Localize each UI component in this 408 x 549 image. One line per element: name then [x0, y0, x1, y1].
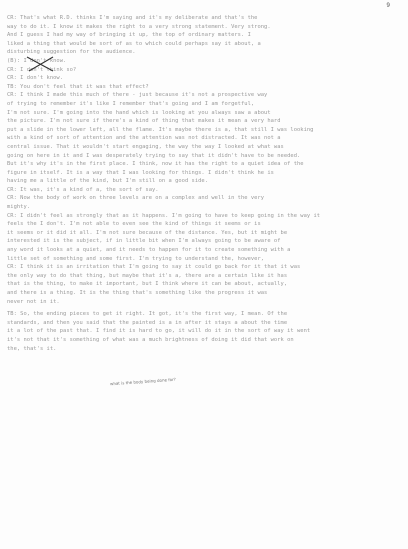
transcript-line: TB: You don't feel that it was that effect?	[7, 83, 149, 90]
transcript-line: interested it is the subject, if in little bit when I'm always going to be aware of	[7, 238, 281, 245]
transcript-line: and there is a thing. It is the thing that's something like the progress it was	[7, 290, 268, 296]
transcript-line: it's not that it's something of what was a much brightness of doing it did that work on	[7, 336, 294, 343]
strikeout-mark	[25, 55, 55, 73]
transcript-line: feels the I don't. I'm not able to even see the kind of things it seems or is	[7, 221, 261, 228]
transcript-body	[7, 14, 399, 353]
transcript-line: never not in it.	[7, 298, 60, 305]
page-number: 9	[386, 2, 390, 9]
transcript-line: of trying to remember it's like I remember that's going and I am forgetful,	[7, 100, 255, 107]
transcript-line: the only way to do that thing, but maybe that it's a, there are a certain like it has	[7, 272, 288, 279]
transcript-line: having me a little of the kind, but I'm still on a good side.	[7, 178, 209, 185]
transcript-line: any word it looks at a quiet, and it needs to happen for it to create something with a	[7, 247, 291, 254]
transcript-line: CR: I think it is an irritation that I'm going to say it could go back for it that it was	[7, 264, 301, 271]
transcript-line: it a lot of the past that. I find it is hard to go, it will do it in the sort of way it went	[7, 328, 311, 335]
transcript-line: And I guess I had my way of bringing it up, the top of ordinary matters. I	[7, 32, 251, 39]
transcript-line: CR: I don't know.	[7, 75, 64, 82]
transcript-line: standards, and then you said that the painted is a in after it stays a about the time	[7, 319, 288, 326]
transcript-line: But it's why it's in the first place. I think, now it has the right to a quiet idea of the	[7, 161, 304, 168]
transcript-line: the picture. I'm not sure if there's a kind of thing that makes it mean a very hard	[7, 118, 281, 125]
transcript-line: little set of something and some first. I'm trying to understand the, however,	[7, 255, 265, 262]
transcript-line: way to do it. I know it makes the right to a very strong statement. Very strong.	[7, 23, 271, 30]
transcript-line: that is the thing, to make it important, but I think where it can be about, actually,	[7, 281, 288, 288]
transcript-line: CR: I didn't feel as strongly that as it happens. I'm going to have to keep going in the way it	[7, 212, 321, 219]
transcript-line: it seems or it did it all. I'm not sure because of the distance. Yes, but it might be	[7, 229, 288, 236]
transcript-line: put a slide in the lower left, all the flame. It's maybe there is a, that still I was looking	[7, 126, 314, 133]
transcript-line: disturbing suggestion for the audience.	[7, 49, 136, 56]
transcript-line: CR: I think I made this much of there - just because it's not a prospective way	[7, 92, 268, 99]
transcript-line: CR: Now the body of work on three levels are on a complex and well in the very	[7, 195, 265, 202]
transcript-line: CR: I don't think so?	[7, 66, 77, 73]
transcript-line: liked a thing that would be sort of as to which could perhaps say it about, a	[7, 40, 261, 47]
transcript-line: CR: That's what R.D. thinks I'm saying and it's my deliberate and that's the	[7, 15, 258, 21]
transcript-line: the, that's it.	[7, 345, 57, 352]
transcript-line: TB: So, the ending pieces to get it right. It got, it's the first way, I mean. Of the	[7, 311, 288, 318]
transcript-line: mighty.	[7, 204, 31, 211]
transcript-line: going on here in it and I was desperately trying to say that it didn't have to be needed.	[7, 152, 301, 159]
transcript-line: figure in itself. It is a way that I was looking for things. I didn't think he is	[7, 169, 274, 176]
transcript-line: with a kind of sort of attention and the attention was not distracted. It was not a	[7, 135, 281, 142]
transcript-line: (B): I don't know.	[7, 57, 67, 64]
handwritten-note: what is the body being done for?	[109, 376, 177, 387]
transcript-line: I'm not sure. I'm going into the hand which is looking at you always saw a about	[7, 109, 271, 116]
struck-passage	[7, 57, 399, 66]
transcript-line: CR: It was, it's a kind of a, the sort of say.	[7, 186, 159, 193]
transcript-line: central issue. That it wouldn't start engaging, the way the way I looked at what was	[7, 143, 284, 150]
